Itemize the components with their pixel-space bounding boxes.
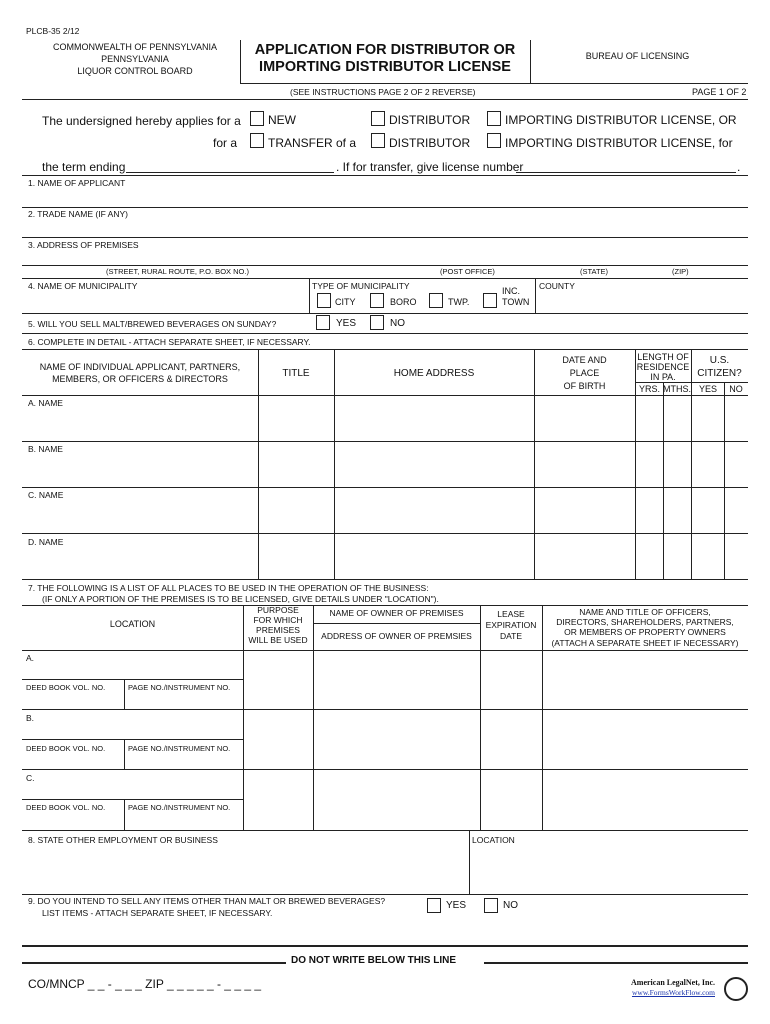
term-ending-field[interactable] (126, 172, 334, 173)
location-row-a: A. (26, 653, 35, 663)
col-officers-header-1: NAME AND TITLE OF OFFICERS, (579, 607, 711, 617)
col-purpose-header-4: WILL BE USED (248, 635, 308, 645)
col-owner-address-header: ADDRESS OF OWNER OF PREMSIES (321, 631, 472, 641)
new-checkbox[interactable] (250, 111, 264, 126)
transfer-importing-label: IMPORTING DISTRIBUTOR LICENSE, for (505, 136, 733, 150)
table-row-c: C. NAME (28, 490, 64, 500)
other-items-yes-checkbox[interactable] (427, 898, 441, 913)
instructions-note: (SEE INSTRUCTIONS PAGE 2 OF 2 REVERSE) (290, 87, 476, 97)
form-title-line-1: APPLICATION FOR DISTRIBUTOR OR (254, 42, 516, 58)
page-no-label-a: PAGE NO./INSTRUMENT NO. (128, 683, 231, 692)
inc-label: INC. (502, 286, 520, 296)
col-residence-header-2: RESIDENCE (636, 362, 690, 372)
municipality-label: 4. NAME OF MUNICIPALITY (28, 281, 138, 291)
publisher-logo-icon (724, 977, 748, 1001)
section7-intro-2: (IF ONLY A PORTION OF THE PREMISES IS TO BE LICENSED, GIVE DETAILS UNDER "LOCATION"). (42, 594, 439, 604)
page-number: PAGE 1 OF 2 (692, 87, 747, 97)
transfer-distributor-label: DISTRIBUTOR (389, 136, 471, 150)
applicant-name-field[interactable] (22, 207, 748, 208)
location-row-c: C. (26, 773, 35, 783)
agency-line-1: COMMONWEALTH OF PENNSYLVANIA (52, 42, 218, 52)
state-label: (STATE) (580, 267, 609, 276)
agency-line-3: LIQUOR CONTROL BOARD (77, 66, 193, 76)
col-dob-header-3: OF BIRTH (563, 381, 606, 391)
col-owner-name-header: NAME OF OWNER OF PREMISES (329, 608, 464, 618)
agency-line-2: PENNSYLVANIA (101, 54, 169, 64)
section7-intro-1: 7. THE FOLLOWING IS A LIST OF ALL PLACES TO BE USED IN THE OPERATION OF THE BUSINESS: (28, 583, 429, 593)
col-lease-header-3: DATE (499, 631, 523, 641)
other-items-question-1: 9. DO YOU INTEND TO SELL ANY ITEMS OTHER THAN MALT OR BREWED BEVERAGES? (28, 896, 386, 906)
license-number-field[interactable] (516, 172, 736, 173)
col-citizen-yes: YES (698, 384, 717, 394)
street-label: (STREET, RURAL ROUTE, P.O. BOX NO.) (106, 267, 249, 276)
form-title-line-2: IMPORTING DISTRIBUTOR LICENSE (259, 59, 511, 75)
transfer-distributor-checkbox[interactable] (371, 133, 385, 148)
premises-address-label: 3. ADDRESS OF PREMISES (28, 240, 139, 250)
term-period: . (737, 160, 741, 174)
transfer-importing-checkbox[interactable] (487, 133, 501, 148)
premises-address-field[interactable] (22, 265, 748, 266)
table-row-a: A. NAME (28, 398, 63, 408)
col-dob-header-1: DATE AND (562, 355, 607, 365)
col-purpose-header-2: FOR WHICH (253, 615, 303, 625)
municipality-type-label: TYPE OF MUNICIPALITY (312, 281, 410, 291)
col-location-header: LOCATION (109, 619, 156, 629)
other-employment-label: 8. STATE OTHER EMPLOYMENT OR BUSINESS (28, 835, 218, 845)
city-label: CITY (335, 297, 356, 307)
col-citizen-no: NO (729, 384, 743, 394)
col-residence-header-1: LENGTH OF (637, 352, 689, 362)
for-a-label: for a (213, 136, 238, 150)
term-ending-label: the term ending (42, 160, 126, 174)
distributor-checkbox[interactable] (371, 111, 385, 126)
other-items-question-2: LIST ITEMS - ATTACH SEPARATE SHEET, IF NECESSARY. (42, 908, 273, 918)
location-row-b: B. (26, 713, 35, 723)
col-citizen-header-1: U.S. (709, 355, 730, 366)
other-items-no-label: NO (503, 900, 518, 911)
col-title-header: TITLE (282, 368, 310, 379)
form-id: PLCB-35 2/12 (26, 26, 80, 36)
distributor-label: DISTRIBUTOR (389, 113, 471, 127)
col-purpose-header-1: PURPOSE (257, 605, 299, 615)
table-row-b: B. NAME (28, 444, 63, 454)
county-label: COUNTY (539, 281, 575, 291)
trade-name-field[interactable] (22, 237, 748, 238)
col-mths-header: MTHS. (663, 384, 691, 394)
col-officers-header-3: OR MEMBERS OF PROPERTY OWNERS (564, 627, 726, 637)
bureau-label: BUREAU OF LICENSING (585, 51, 690, 61)
deed-book-label-a: DEED BOOK VOL. NO. (26, 683, 106, 692)
twp-label: TWP. (448, 297, 470, 307)
transfer-label: TRANSFER of a (268, 136, 357, 150)
importing-distributor-label: IMPORTING DISTRIBUTOR LICENSE, OR (505, 113, 737, 127)
applies-intro: The undersigned hereby applies for a (42, 114, 241, 128)
col-lease-header-1: LEASE (497, 609, 525, 619)
comncp-zip-line: CO/MNCP _ _ - _ _ _ ZIP _ _ _ _ _ - _ _ _ _ (28, 977, 262, 991)
col-officers-header-2: DIRECTORS, SHAREHOLDERS, PARTNERS, (556, 617, 734, 627)
page-no-label-c: PAGE NO./INSTRUMENT NO. (128, 803, 231, 812)
new-label: NEW (268, 113, 296, 127)
col-purpose-header-3: PREMISES (256, 625, 300, 635)
sunday-sales-question: 5. WILL YOU SELL MALT/BREWED BEVERAGES ON SUNDAY? (28, 319, 277, 329)
col-dob-header-2: PLACE (569, 368, 600, 378)
twp-checkbox[interactable] (429, 293, 443, 308)
other-items-yes-label: YES (446, 900, 467, 911)
boro-checkbox[interactable] (370, 293, 384, 308)
publisher-website[interactable]: www.FormsWorkFlow.com (631, 988, 715, 997)
sunday-no-checkbox[interactable] (370, 315, 384, 330)
city-checkbox[interactable] (317, 293, 331, 308)
applicant-name-label: 1. NAME OF APPLICANT (28, 178, 126, 188)
town-label: TOWN (502, 297, 530, 307)
trade-name-label: 2. TRADE NAME (IF ANY) (28, 209, 128, 219)
deed-book-label-c: DEED BOOK VOL. NO. (26, 803, 106, 812)
col-residence-header-3: IN PA. (650, 372, 676, 382)
col-yrs-header: YRS. (638, 384, 660, 394)
sunday-yes-label: YES (336, 318, 357, 329)
publisher-name: American LegalNet, Inc. (631, 978, 715, 987)
sunday-no-label: NO (390, 318, 405, 329)
page-no-label-b: PAGE NO./INSTRUMENT NO. (128, 744, 231, 753)
section6-instruction: 6. COMPLETE IN DETAIL - ATTACH SEPARATE SHEET, IF NECESSARY. (28, 337, 311, 347)
other-items-no-checkbox[interactable] (484, 898, 498, 913)
do-not-write-label: DO NOT WRITE BELOW THIS LINE (291, 955, 456, 966)
zip-label: (ZIP) (672, 267, 689, 276)
col-lease-header-2: EXPIRATION (485, 620, 537, 630)
col-citizen-header-2: CITIZEN? (697, 368, 742, 379)
boro-label: BORO (390, 297, 417, 307)
employment-location-label: LOCATION (472, 835, 515, 845)
importing-distributor-checkbox[interactable] (487, 111, 501, 126)
table-row-d: D. NAME (28, 537, 64, 547)
col-officers-header-4: (ATTACH A SEPARATE SHEET IF NECESSARY) (551, 638, 739, 648)
transfer-note: . If for transfer, give license number (336, 160, 524, 174)
sunday-yes-checkbox[interactable] (316, 315, 330, 330)
col-home-address-header: HOME ADDRESS (393, 368, 475, 379)
post-office-label: (POST OFFICE) (440, 267, 495, 276)
transfer-checkbox[interactable] (250, 133, 264, 148)
col-name-header-1: NAME OF INDIVIDUAL APPLICANT, PARTNERS, (39, 362, 241, 372)
inc-town-checkbox[interactable] (483, 293, 497, 308)
deed-book-label-b: DEED BOOK VOL. NO. (26, 744, 106, 753)
col-name-header-2: MEMBERS, OR OFFICERS & DIRECTORS (52, 374, 228, 384)
